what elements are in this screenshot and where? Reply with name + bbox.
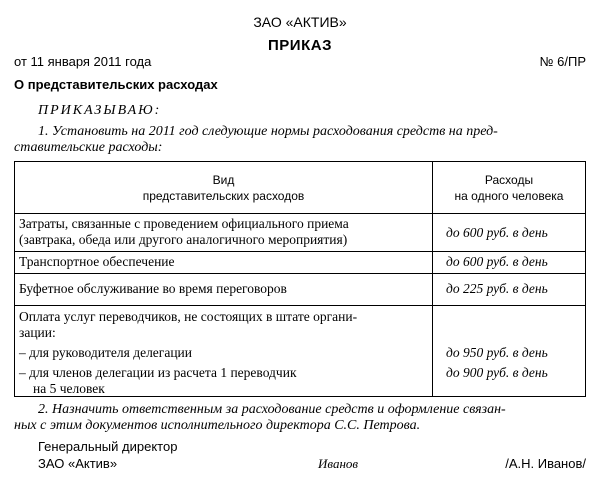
- paragraph-1-line-2: ставительские расходы:: [14, 140, 163, 155]
- document-number: № 6/ПР: [539, 54, 586, 69]
- table-header-type-line-1: Вид: [212, 173, 235, 187]
- table-row-4-label: [19, 309, 357, 397]
- table-cell-text: – для членов делегации из расчета 1 переводчик: [19, 365, 297, 380]
- table-row-1-label: [19, 216, 349, 248]
- table-row-4-amount-1: до 950 руб. в день: [446, 345, 548, 360]
- paragraph-2-line-1: 2. Назначить ответственным за расходование средств и оформление связан-: [38, 402, 506, 417]
- table-row-3-label: Буфетное обслуживание во время переговоров: [19, 281, 287, 296]
- table-header-type: [15, 172, 432, 204]
- table-cell-text: на 5 человек: [33, 381, 105, 396]
- table-border-top: [14, 161, 586, 162]
- document-title: ПРИКАЗ: [268, 37, 332, 54]
- signatory-position-line-1: Генеральный директор: [38, 439, 178, 454]
- table-row-divider: [14, 305, 586, 306]
- table-row-divider: [14, 251, 586, 252]
- table-row-2-label: Транспортное обеспечение: [19, 254, 175, 269]
- signatory-position-line-2: ЗАО «Актив»: [38, 456, 118, 471]
- table-border-right: [585, 161, 586, 397]
- document-subject: О представительских расходах: [14, 77, 218, 92]
- paragraph-2-line-2: ных с этим документов исполнительного директора С.С. Петрова.: [14, 418, 421, 433]
- table-cell-text: Затраты, связанные с проведением официального приема: [19, 216, 349, 231]
- table-row-divider: [14, 273, 586, 274]
- document-date: от 11 января 2011 года: [14, 54, 152, 69]
- order-word: ПРИКАЗЫВАЮ:: [38, 103, 162, 118]
- table-cell-text: – для руководителя делегации: [19, 345, 193, 360]
- table-cell-text: зации:: [19, 325, 56, 340]
- table-row-3-amount: до 225 руб. в день: [446, 281, 548, 296]
- paragraph-1-line-1: 1. Установить на 2011 год следующие нормы расходования средств на пред-: [38, 124, 498, 139]
- table-header-expense-line-2: на одного человека: [454, 189, 564, 203]
- organization-name: ЗАО «АКТИВ»: [253, 14, 347, 30]
- table-row-divider: [14, 213, 586, 214]
- table-header-expense: [433, 172, 585, 204]
- table-cell-text: Оплата услуг переводчиков, не состоящих в штате органи-: [19, 309, 358, 324]
- table-row-1-amount: до 600 руб. в день: [446, 225, 548, 240]
- signatory-name: /А.Н. Иванов/: [505, 456, 586, 471]
- table-header-type-line-2: представительских расходов: [142, 189, 305, 203]
- table-header-expense-line-1: Расходы: [484, 173, 534, 187]
- handwritten-signature: Иванов: [318, 456, 359, 471]
- table-row-2-amount: до 600 руб. в день: [446, 254, 548, 269]
- table-row-4-amount-2: до 900 руб. в день: [446, 365, 548, 380]
- table-cell-text: (завтрака, обеда или другого аналогичного мероприятия): [19, 232, 348, 247]
